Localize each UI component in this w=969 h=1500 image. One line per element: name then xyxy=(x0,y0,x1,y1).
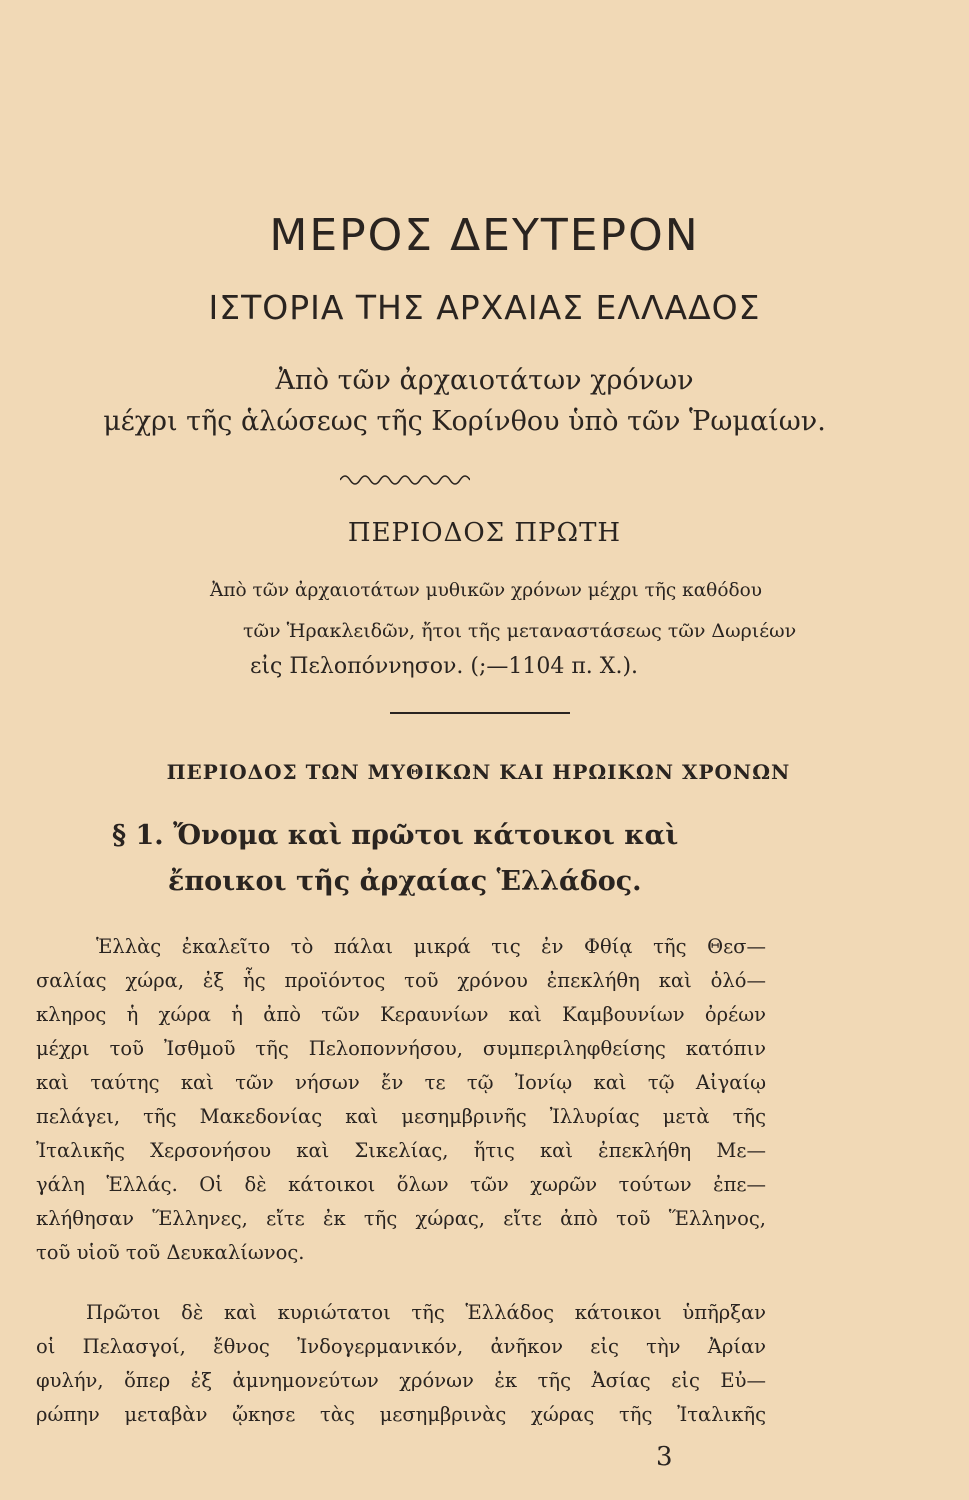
text-line: μέχρι τοῦ Ἰσθμοῦ τῆς Πελοποννήσου, συμπεριληφθείσης κατόπιν xyxy=(36,1037,766,1060)
time-span-line-1: Ἀπὸ τῶν ἀρχαιοτάτων χρόνων xyxy=(275,365,694,396)
text-line: Ἰταλικῆς Χερσονήσου καὶ Σικελίας, ἥτις καὶ ἐπεκλήθη Με— xyxy=(36,1139,766,1162)
text-line: καὶ ταύτης καὶ τῶν νήσων ἔν τε τῷ Ἰονίῳ καὶ τῷ Αἰγαίῳ xyxy=(36,1071,766,1094)
period-title: ΠΕΡΙΟΔΟΣ ΠΡΩΤΗ xyxy=(347,518,622,548)
book-subtitle: ΙΣΤΟΡΙΑ ΤΗΣ ΑΡΧΑΙΑΣ ΕΛΛΑΔΟΣ xyxy=(208,288,761,327)
wavy-ornament xyxy=(340,472,470,488)
text-line: ρώπην μεταβὰν ᾤκησε τὰς μεσημβρινὰς χώρας τῆς Ἰταλικῆς xyxy=(36,1403,766,1426)
section-heading-line-1: § 1. Ὄνομα καὶ πρῶτοι κάτοικοι καὶ xyxy=(112,820,679,851)
section-heading-line-2: ἔποικοι τῆς ἀρχαίας Ἑλλάδος. xyxy=(168,866,642,897)
era-heading: ΠΕΡΙΟΔΟΣ ΤΩΝ ΜΥΘΙΚΩΝ ΚΑΙ ΗΡΩΙΚΩΝ ΧΡΟΝΩΝ xyxy=(166,760,791,784)
period-description-line: Ἀπὸ τῶν ἀρχαιοτάτων μυθικῶν χρόνων μέχρι τῆς καθόδου xyxy=(210,580,762,601)
text-line: σαλίας χώρα, ἐξ ἧς προϊόντος τοῦ χρόνου ἐπεκλήθη καὶ ὁλό— xyxy=(36,969,766,992)
part-title: ΜΕΡΟΣ ΔΕΥΤΕΡΟΝ xyxy=(269,210,700,261)
text-line: Πρῶτοι δὲ καὶ κυριώτατοι τῆς Ἑλλάδος κάτοικοι ὑπῆρξαν xyxy=(86,1301,766,1324)
text-line: γάλη Ἑλλάς. Οἱ δὲ κάτοικοι ὅλων τῶν χωρῶν τούτων ἐπε— xyxy=(36,1173,766,1196)
text-line: οἱ Πελασγοί, ἔθνος Ἰνδογερμανικόν, ἀνῆκον εἰς τὴν Ἀρίαν xyxy=(36,1335,766,1358)
text-line: πελάγει, τῆς Μακεδονίας καὶ μεσημβρινῆς Ἰλλυρίας μετὰ τῆς xyxy=(36,1105,766,1128)
text-line: κληρος ἡ χώρα ἡ ἀπὸ τῶν Κεραυνίων καὶ Καμβουνίων ὀρέων xyxy=(36,1003,766,1026)
text-line: Ἑλλὰς ἐκαλεῖτο τὸ πάλαι μικρά τις ἐν Φθίᾳ τῆς Θεσ— xyxy=(96,935,766,958)
text-line: κλήθησαν Ἕλληνες, εἴτε ἐκ τῆς χώρας, εἴτε ἀπὸ τοῦ Ἕλληνος, xyxy=(36,1207,766,1230)
paragraph-1 xyxy=(36,930,766,1270)
period-description-line: τῶν Ἡρακλειδῶν, ἤτοι τῆς μεταναστάσεως τῶν Δωριέων xyxy=(243,620,797,642)
text-line: φυλήν, ὅπερ ἐξ ἀμνημονεύτων χρόνων ἐκ τῆς Ἀσίας εἰς Εὐ— xyxy=(36,1369,766,1392)
period-description-line: εἰς Πελοπόννησον. (;—1104 π. Χ.). xyxy=(250,654,639,679)
page-number: 3 xyxy=(656,1442,673,1472)
paragraph-2 xyxy=(36,1296,766,1432)
time-span-line-2: μέχρι τῆς ἁλώσεως τῆς Κορίνθου ὑπὸ τῶν Ῥωμαίων. xyxy=(103,406,826,437)
divider-rule xyxy=(390,712,570,714)
text-line: τοῦ υἱοῦ τοῦ Δευκαλίωνος. xyxy=(36,1241,305,1264)
